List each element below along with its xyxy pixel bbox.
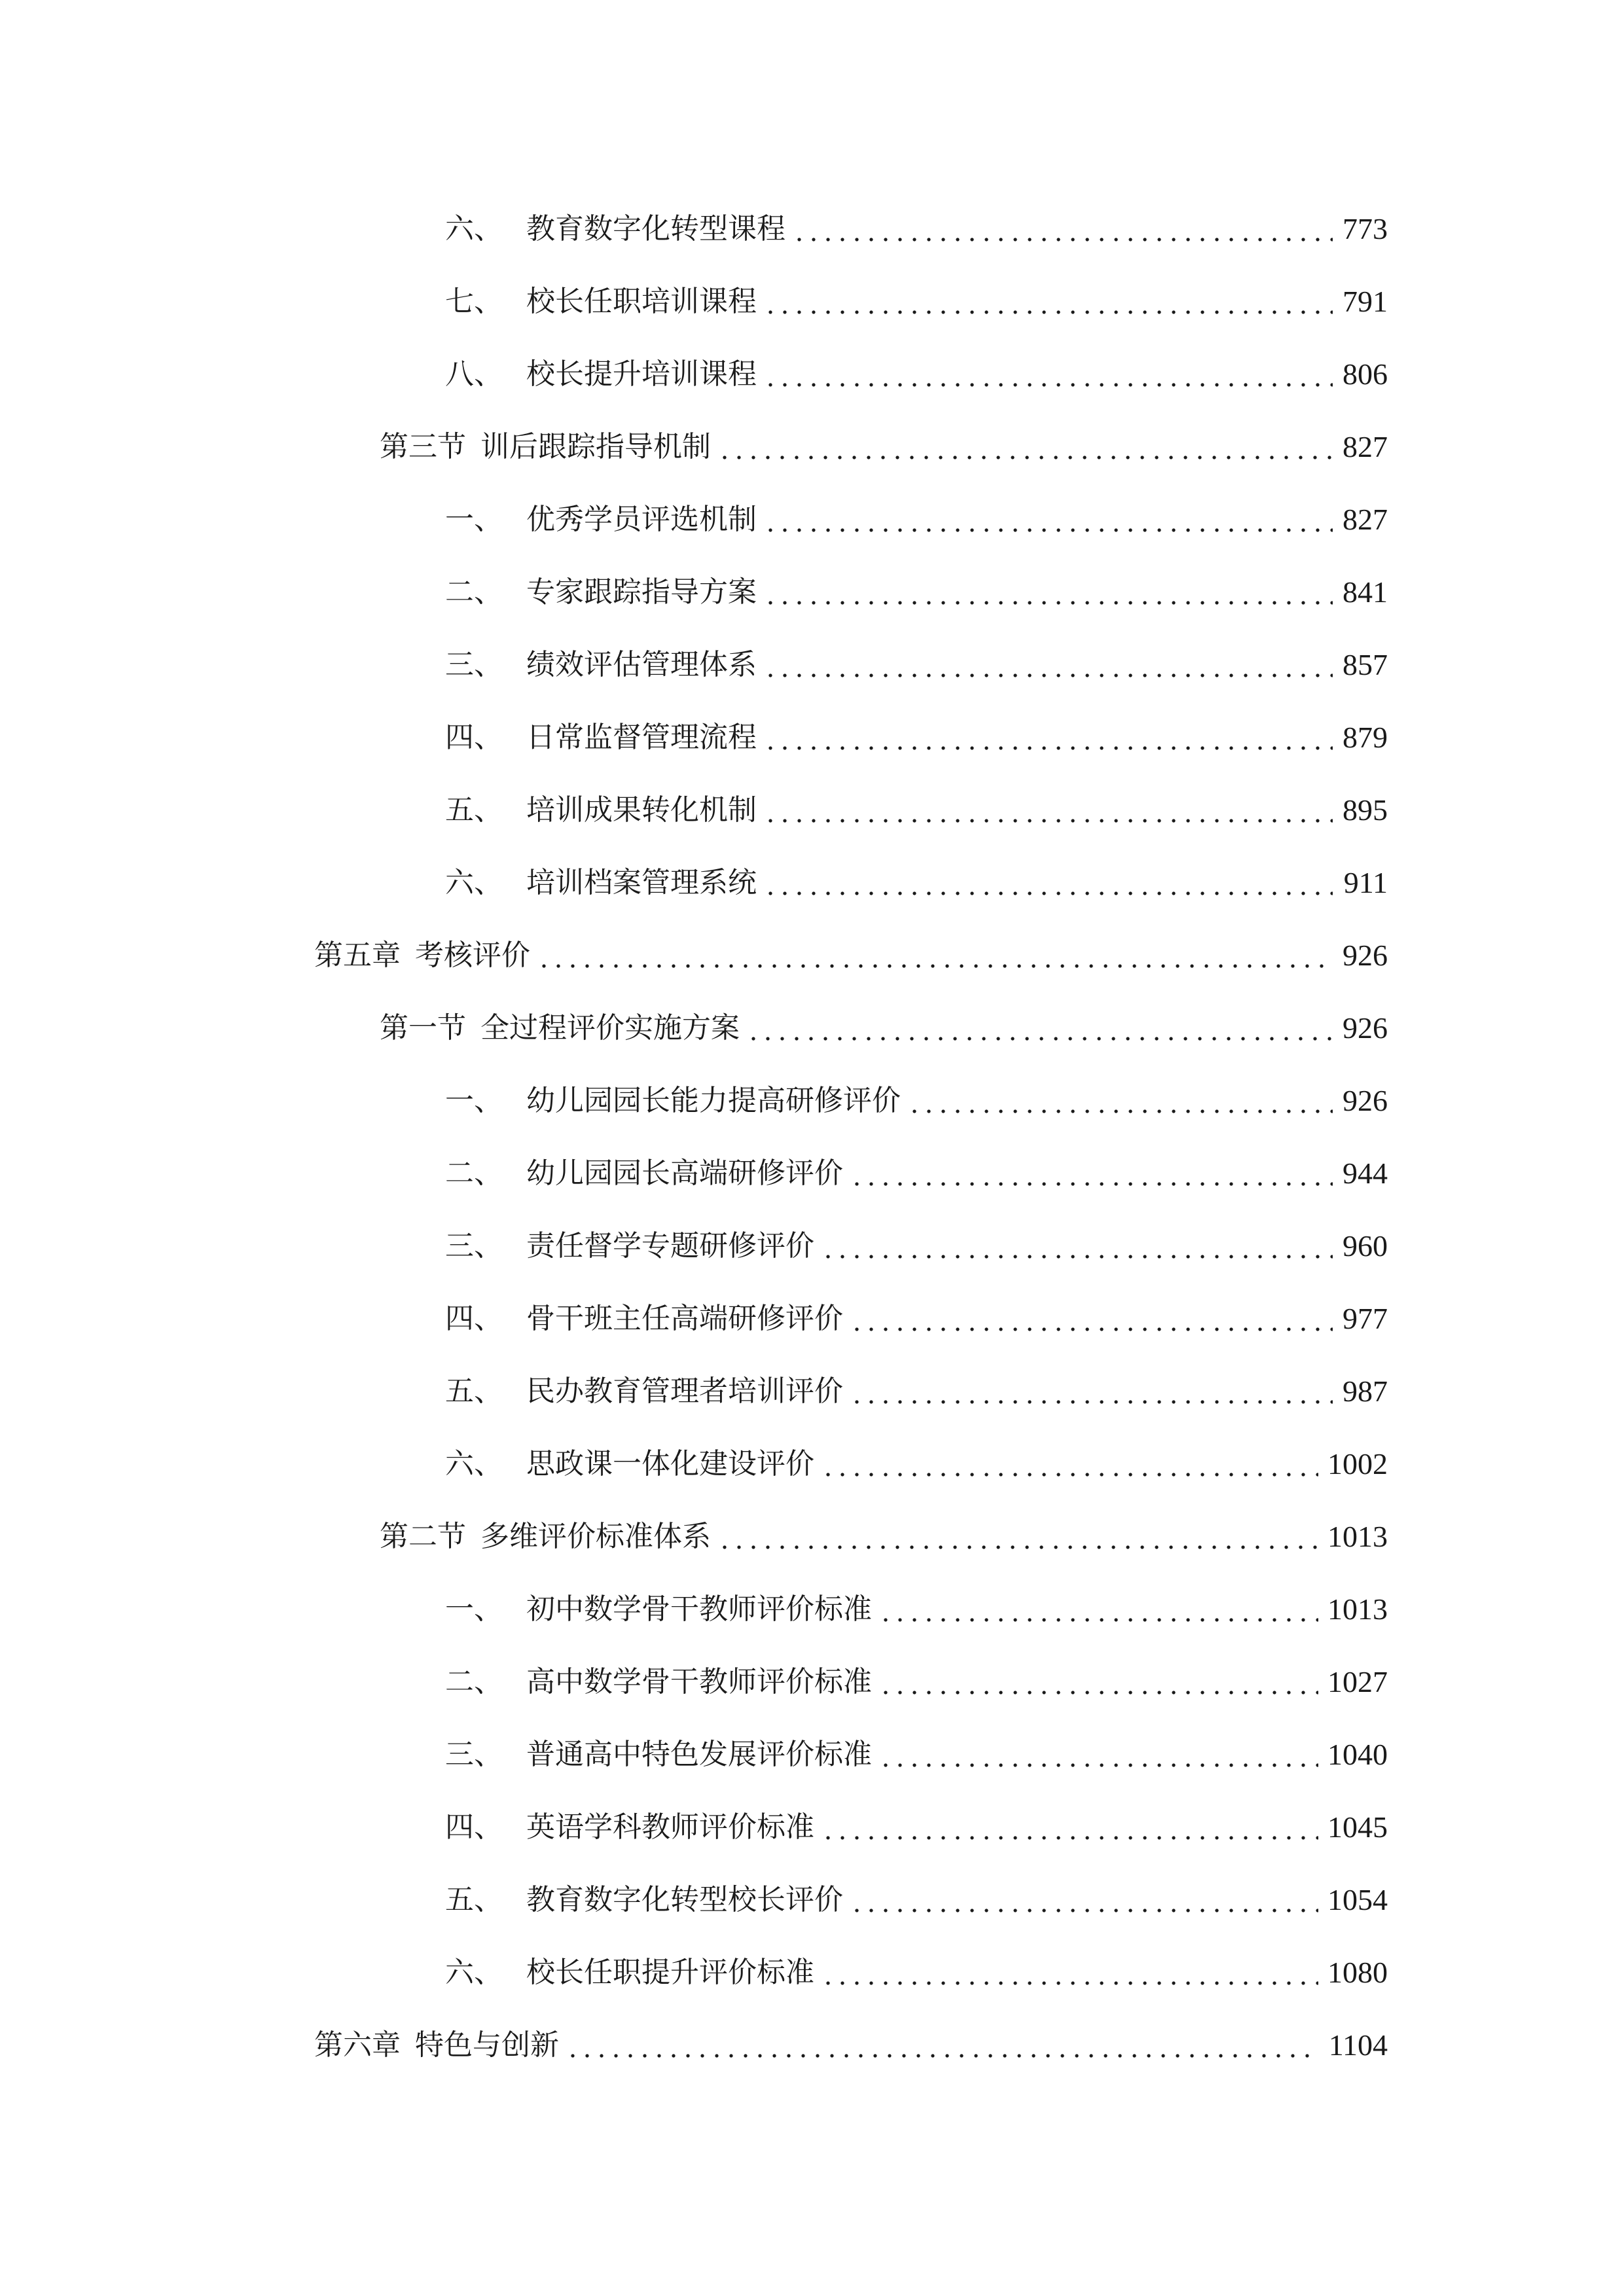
toc-entry-number: 八、: [445, 357, 503, 391]
dot-leader: [878, 1587, 1318, 1632]
toc-entry-title: 责任督学专题研修评价: [526, 1229, 814, 1263]
toc-entry-title: 全过程评价实施方案: [480, 1011, 740, 1045]
toc-entry-page: 1080: [1327, 1956, 1388, 1989]
toc-entry-number: 六、: [445, 1447, 503, 1480]
dot-leader: [850, 1877, 1318, 1923]
toc-entry-number: 第一节: [380, 1011, 466, 1045]
toc-entry-title: 校长任职培训课程: [526, 285, 757, 318]
toc-entry-title: 校长任职提升评价标准: [526, 1956, 814, 1989]
toc-entry-number: 一、: [445, 1084, 503, 1117]
toc-entry-title: 高中数学骨干教师评价标准: [526, 1665, 872, 1698]
toc-entry-item[interactable]: [445, 1223, 1388, 1269]
dot-leader: [850, 1151, 1333, 1196]
toc-entry-title: 思政课一体化建设评价: [526, 1447, 814, 1480]
toc-entry-number: 三、: [445, 1229, 503, 1263]
toc-entry-item[interactable]: [445, 1877, 1388, 1923]
toc-entry-title: 特色与创新: [415, 2028, 559, 2062]
toc-entry-number: 二、: [445, 1665, 503, 1698]
toc-entry-number: 四、: [445, 1302, 503, 1335]
toc-entry-title: 培训成果转化机制: [526, 793, 757, 827]
toc-entry-item[interactable]: [445, 1659, 1388, 1705]
toc-entry-page: 827: [1343, 430, 1388, 463]
toc-entry-title: 教育数字化转型课程: [526, 212, 785, 245]
toc-entry-item[interactable]: [445, 642, 1388, 688]
toc-entry-item[interactable]: [445, 1950, 1388, 1996]
toc-entry-number: 二、: [445, 575, 503, 609]
toc-entry-title: 培训档案管理系统: [526, 866, 757, 899]
dot-leader: [821, 1804, 1318, 1850]
dot-leader: [763, 351, 1333, 397]
dot-leader: [850, 1369, 1333, 1414]
toc-entry-item[interactable]: [445, 860, 1388, 906]
toc-entry-page: 944: [1343, 1157, 1388, 1190]
toc-entry-title: 绩效评估管理体系: [526, 648, 757, 681]
toc-entry-item[interactable]: [445, 569, 1388, 615]
dot-leader: [850, 1296, 1333, 1342]
dot-leader: [878, 1732, 1318, 1778]
toc-entry-item[interactable]: [445, 715, 1388, 761]
toc-entry-page: 911: [1343, 866, 1388, 899]
toc-entry-number: 第六章: [314, 2028, 401, 2062]
dot-leader: [537, 933, 1333, 978]
toc-entry-page: 1040: [1327, 1738, 1388, 1771]
dot-leader: [763, 715, 1333, 761]
toc-entry-title: 校长提升培训课程: [526, 357, 757, 391]
dot-leader: [821, 1223, 1333, 1269]
toc-entry-title: 英语学科教师评价标准: [526, 1810, 814, 1844]
toc-entry-item[interactable]: [445, 1587, 1388, 1632]
toc-entry-item[interactable]: [445, 1151, 1388, 1196]
toc-entry-item[interactable]: [445, 787, 1388, 833]
toc-entry-title: 考核评价: [415, 939, 530, 972]
toc-entry-page: 841: [1343, 575, 1388, 609]
toc-entry-section[interactable]: [380, 1514, 1388, 1560]
toc-entry-page: 879: [1343, 721, 1388, 754]
toc-entry-number: 六、: [445, 866, 503, 899]
toc-entry-page: 1013: [1327, 1520, 1388, 1553]
toc-entry-section[interactable]: [380, 1005, 1388, 1051]
toc-entry-page: 806: [1343, 357, 1388, 391]
toc-entry-page: 895: [1343, 793, 1388, 827]
toc-entry-number: 四、: [445, 1810, 503, 1844]
toc-entry-title: 普通高中特色发展评价标准: [526, 1738, 872, 1771]
toc-entry-number: 第五章: [314, 939, 401, 972]
toc-entry-page: 1013: [1327, 1592, 1388, 1626]
dot-leader: [763, 497, 1333, 543]
toc-entry-page: 977: [1343, 1302, 1388, 1335]
toc-entry-item[interactable]: [445, 1078, 1388, 1124]
toc-entry-number: 四、: [445, 721, 503, 754]
toc-entry-title: 骨干班主任高端研修评价: [526, 1302, 843, 1335]
toc-entry-title: 教育数字化转型校长评价: [526, 1883, 843, 1916]
toc-entry-title: 多维评价标准体系: [480, 1520, 711, 1553]
toc-entry-page: 1002: [1327, 1447, 1388, 1480]
toc-entry-item[interactable]: [445, 497, 1388, 543]
dot-leader: [792, 206, 1333, 252]
toc-entry-item[interactable]: [445, 1732, 1388, 1778]
toc-entry-number: 第三节: [380, 430, 466, 463]
toc-entry-title: 初中数学骨干教师评价标准: [526, 1592, 872, 1626]
toc-entry-item[interactable]: [445, 1804, 1388, 1850]
toc-entry-item[interactable]: [445, 206, 1388, 252]
toc-entry-number: 三、: [445, 1738, 503, 1771]
dot-leader: [717, 424, 1333, 470]
toc-entry-item[interactable]: [445, 1296, 1388, 1342]
toc-entry-number: 第二节: [380, 1520, 466, 1553]
toc-entry-number: 五、: [445, 793, 503, 827]
toc-entry-title: 幼儿园园长能力提高研修评价: [526, 1084, 901, 1117]
toc-entry-title: 民办教育管理者培训评价: [526, 1374, 843, 1408]
toc-entry-title: 训后跟踪指导机制: [480, 430, 711, 463]
toc-entry-number: 六、: [445, 1956, 503, 1989]
toc-entry-item[interactable]: [445, 279, 1388, 325]
toc-entry-section[interactable]: [380, 424, 1388, 470]
toc-entry-title: 幼儿园园长高端研修评价: [526, 1157, 843, 1190]
toc-entry-page: 926: [1343, 1084, 1388, 1117]
toc-entry-item[interactable]: [445, 351, 1388, 397]
toc-entry-number: 五、: [445, 1374, 503, 1408]
toc-entry-number: 二、: [445, 1157, 503, 1190]
toc-entry-item[interactable]: [445, 1369, 1388, 1414]
toc-entry-title: 专家跟踪指导方案: [526, 575, 757, 609]
toc-entry-page: 857: [1343, 648, 1388, 681]
dot-leader: [821, 1441, 1318, 1487]
dot-leader: [763, 279, 1333, 325]
toc-entry-number: 一、: [445, 1592, 503, 1626]
toc-entry-page: 926: [1343, 1011, 1388, 1045]
toc-entry-page: 773: [1343, 212, 1388, 245]
dot-leader: [566, 2022, 1320, 2068]
dot-leader: [763, 569, 1333, 615]
toc-entry-number: 一、: [445, 503, 503, 536]
toc-entry-item[interactable]: [445, 1441, 1388, 1487]
toc-entry-page: 791: [1343, 285, 1388, 318]
dot-leader: [763, 787, 1333, 833]
toc-entry-page: 1054: [1327, 1883, 1388, 1916]
toc-entry-number: 六、: [445, 212, 503, 245]
toc-entry-page: 1045: [1327, 1810, 1388, 1844]
toc-entry-page: 1104: [1328, 2028, 1388, 2062]
dot-leader: [763, 642, 1333, 688]
dot-leader: [717, 1514, 1318, 1560]
dot-leader: [821, 1950, 1318, 1996]
toc-entry-page: 960: [1343, 1229, 1388, 1263]
toc-entry-chapter[interactable]: [314, 2022, 1388, 2068]
toc-entry-page: 827: [1343, 503, 1388, 536]
dot-leader: [763, 860, 1333, 906]
toc-entry-chapter[interactable]: [314, 933, 1388, 978]
toc-entry-title: 优秀学员评选机制: [526, 503, 757, 536]
dot-leader: [878, 1659, 1318, 1705]
toc-entry-number: 三、: [445, 648, 503, 681]
toc-entry-title: 日常监督管理流程: [526, 721, 757, 754]
toc-entry-number: 五、: [445, 1883, 503, 1916]
toc-entry-page: 987: [1343, 1374, 1388, 1408]
toc-entry-number: 七、: [445, 285, 503, 318]
dot-leader: [746, 1005, 1333, 1051]
toc-entry-page: 926: [1343, 939, 1388, 972]
dot-leader: [907, 1078, 1333, 1124]
toc-entry-page: 1027: [1327, 1665, 1388, 1698]
